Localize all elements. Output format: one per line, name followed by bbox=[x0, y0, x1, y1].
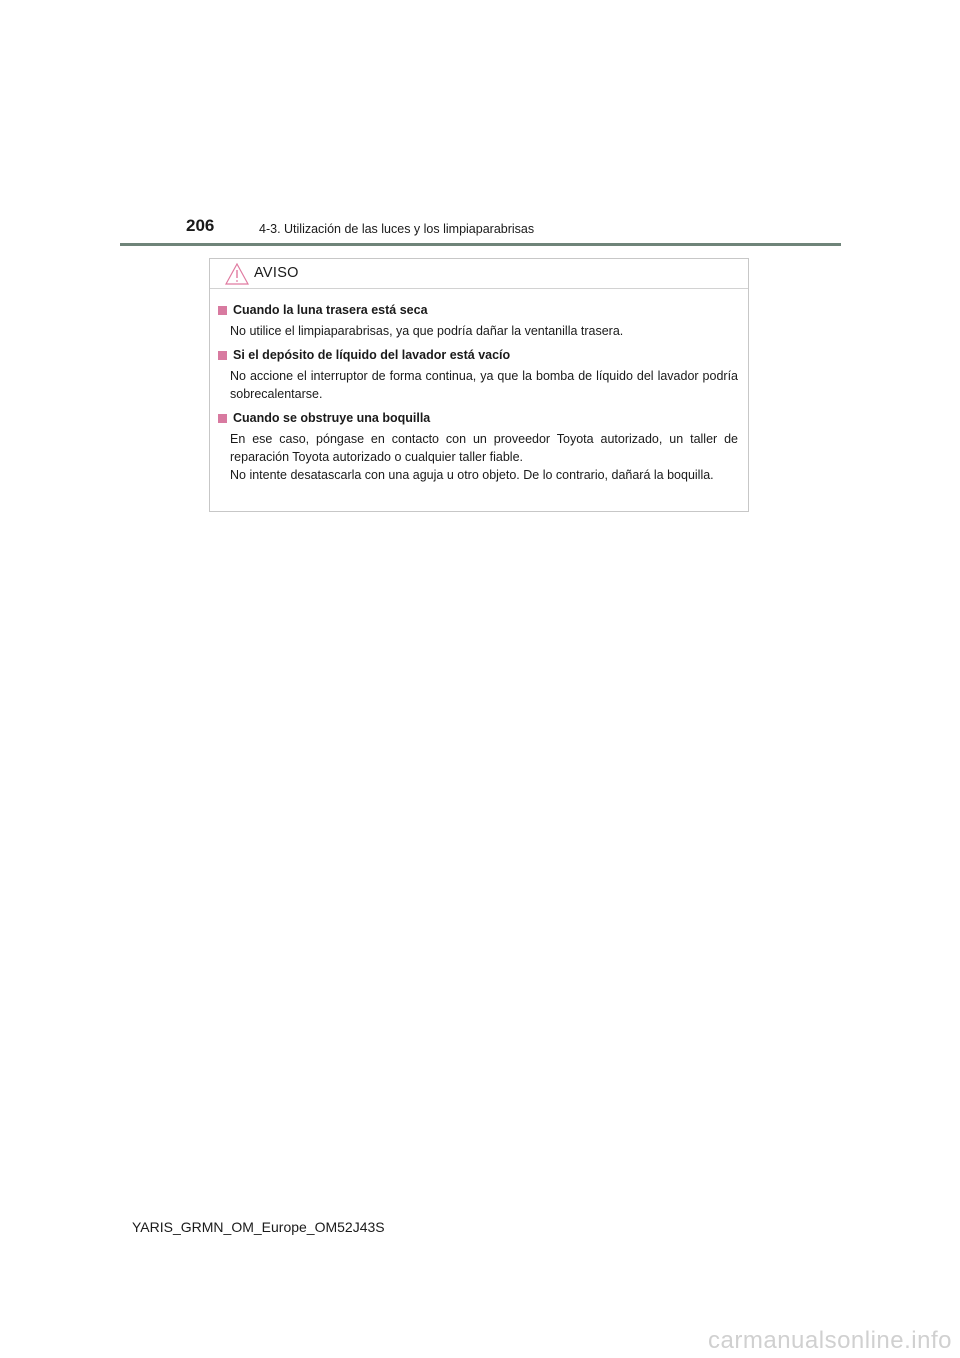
page-number: 206 bbox=[186, 216, 215, 235]
warning-item bbox=[218, 301, 738, 340]
item-text bbox=[230, 430, 738, 484]
warning-body bbox=[210, 289, 748, 484]
item-text: No utilice el limpiaparabrisas, ya que podría dañar la ventanilla trasera. bbox=[230, 324, 624, 338]
item-text-line: En ese caso, póngase en contacto con un proveedor Toyota autorizado, un taller de reparación Toyota autorizado o cualquier taller fiable. bbox=[230, 432, 738, 464]
warning-label: AVISO bbox=[254, 265, 299, 281]
square-bullet-icon bbox=[218, 351, 227, 360]
warning-item bbox=[218, 409, 738, 484]
item-heading bbox=[218, 346, 738, 364]
item-heading-text: Cuando se obstruye una boquilla bbox=[233, 411, 431, 425]
header-rule bbox=[120, 243, 841, 246]
warning-item bbox=[218, 346, 738, 403]
item-heading-text: Si el depósito de líquido del lavador está vacío bbox=[233, 348, 511, 362]
item-text-line: No intente desatascarla con una aguja u otro objeto. De lo contrario, dañará la boquilla. bbox=[230, 468, 714, 482]
document-code: YARIS_GRMN_OM_Europe_OM52J43S bbox=[132, 1219, 385, 1235]
item-heading-text: Cuando la luna trasera está seca bbox=[233, 303, 428, 317]
item-heading bbox=[218, 301, 738, 319]
square-bullet-icon bbox=[218, 414, 227, 423]
warning-header bbox=[210, 259, 748, 289]
warning-box bbox=[209, 258, 749, 512]
item-text: No accione el interruptor de forma continua, ya que la bomba de líquido del lavador podría sobrecalentarse. bbox=[230, 369, 738, 401]
section-title: 4-3. Utilización de las luces y los limpiaparabrisas bbox=[259, 222, 535, 236]
square-bullet-icon bbox=[218, 306, 227, 315]
warning-triangle-icon bbox=[225, 263, 249, 285]
item-heading bbox=[218, 409, 738, 427]
watermark: carmanualsonline.info bbox=[708, 1327, 952, 1354]
